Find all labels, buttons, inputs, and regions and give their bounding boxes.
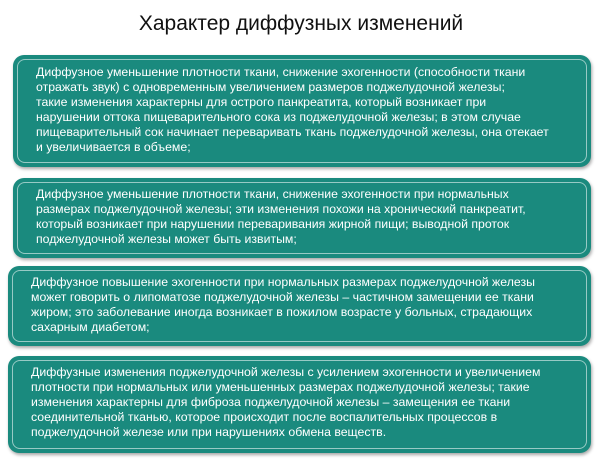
info-card-acute-pancreatitis [13,55,591,167]
info-card-lipomatosis [8,266,591,346]
card-text: Диффузное уменьшение плотности ткани, снижение эхогенности (способности ткани отражать звук) с одновременным увеличением размеров поджелудочной железы; такие изменения характерны для острого панкреатита, который возникает при нарушении оттока пищеварительного сока из поджелудочной железы; в этом случае пищеварительный сок начинает переваривать ткань поджелудочной железы, она отекает и увеличивается в объеме; [36,65,549,154]
page-title: Характер диффузных изменений [138,12,464,35]
card-text: Диффузное уменьшение плотности ткани, снижение эхогенности при нормальных размерах поджелудочной железы; эти изменения похожи на хронический панкреатит, который возникает при нарушении переваривания жирной пищи; выводной проток поджелудочной железы может быть извитым; [36,187,526,246]
card-text: Диффузные изменения поджелудочной железы с усилением эхогенности и увеличением плотности при нормальных или уменьшенных размерах поджелудочной железы; такие изменения характерны для фиброза поджелудочной железы – замещения ее ткани соединительной тканью, которое происходит после воспалительных процессов в поджелудочной железе или при нарушениях обмена веществ. [31,365,541,439]
card-text: Диффузное повышение эхогенности при нормальных размерах поджелудочной железы может говорить о липоматозе поджелудочной железы – частичном замещении ее ткани жиром; это заболевание иногда возникает в пожилом возрасте у больных, страдающих сахарным диабетом; [31,275,535,334]
info-card-chronic-pancreatitis [13,178,591,258]
info-card-fibrosis [8,356,591,453]
